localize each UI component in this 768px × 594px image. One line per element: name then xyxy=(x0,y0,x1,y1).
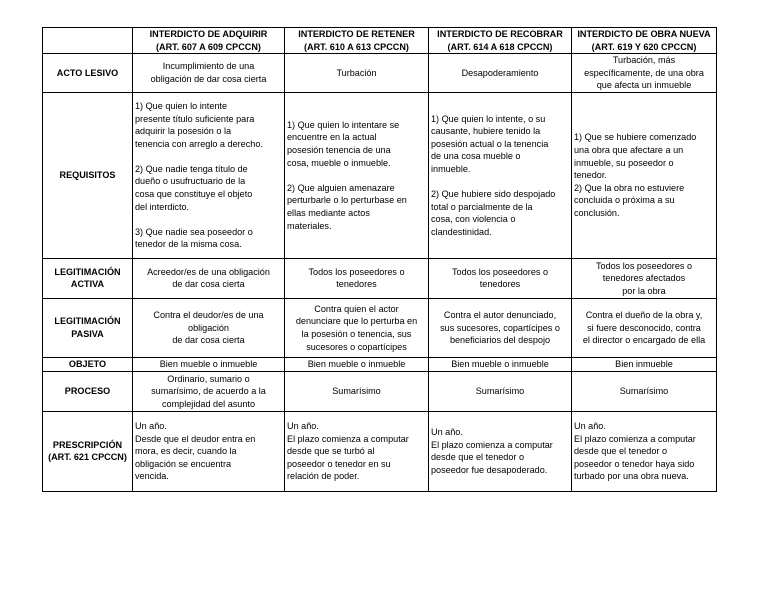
table-row xyxy=(43,92,717,258)
column-header-text: INTERDICTO DE RETENER xyxy=(298,29,415,39)
cell-text: tenedores afectados xyxy=(602,273,686,284)
interdictos-table xyxy=(42,27,717,492)
cell-text: 2) Que hubiere sido despojado xyxy=(431,189,556,200)
cell-text: Un año. xyxy=(287,420,319,431)
cell-text: Contra el autor denunciado, xyxy=(443,310,557,321)
cell-text: Bien mueble o inmueble xyxy=(307,359,406,370)
table-cell xyxy=(285,357,429,371)
table-cell xyxy=(285,92,429,258)
row-label-text: OBJETO xyxy=(68,359,107,370)
column-header-3 xyxy=(429,28,572,54)
table-cell xyxy=(429,298,572,357)
table-cell xyxy=(429,357,572,371)
cell-text: Desde que el deudor entra en xyxy=(135,433,256,444)
cell-text: Contra el deudor/es de una xyxy=(153,310,264,321)
cell-text: obligación de dar cosa cierta xyxy=(150,74,267,85)
cell-text: cosa, con violencia o xyxy=(431,214,516,225)
cell-text: Turbación xyxy=(336,67,377,78)
cell-text: de dar cosa cierta xyxy=(172,279,245,290)
cell-spacer xyxy=(287,169,426,182)
table-row xyxy=(43,411,717,491)
cell-text: perturbarle o lo perturbase en xyxy=(287,195,407,206)
cell-text: Bien inmueble xyxy=(615,359,673,370)
cell-text: Un año. xyxy=(574,420,606,431)
row-label-text: (ART. 621 CPCCN) xyxy=(48,452,127,463)
cell-text: Contra quien el actor xyxy=(314,303,399,314)
cell-text: poseedor fue desapoderado. xyxy=(431,465,548,476)
cell-text: El plazo comienza a computar xyxy=(574,433,696,444)
column-header-1 xyxy=(133,28,285,54)
cell-text: de una cosa mueble o xyxy=(431,151,521,162)
cell-text: Un año. xyxy=(431,427,463,438)
row-label xyxy=(43,258,133,298)
table-cell xyxy=(572,258,717,298)
table-row xyxy=(43,371,717,411)
table-cell xyxy=(429,371,572,411)
row-label-text: PRESCRIPCIÓN xyxy=(52,439,123,450)
column-header-text: (ART. 619 Y 620 CPCCN) xyxy=(591,41,697,52)
cell-text: clandestinidad. xyxy=(431,226,492,237)
cell-text: Bien mueble o inmueble xyxy=(159,359,258,370)
cell-text: tenencia con arreglo a derecho. xyxy=(135,138,263,149)
column-header-text: (ART. 614 A 618 CPCCN) xyxy=(447,41,553,52)
cell-text: Todos los poseedores o xyxy=(595,260,693,271)
cell-text: Incumplimiento de una xyxy=(162,61,255,72)
table-cell xyxy=(572,357,717,371)
cell-text: 2) Que alguien amenazare xyxy=(287,182,395,193)
table-cell xyxy=(285,258,429,298)
cell-text: obligación xyxy=(188,322,229,333)
column-header-text: (ART. 607 A 609 CPCCN) xyxy=(156,41,261,52)
table-cell xyxy=(133,411,285,491)
cell-text: 1) Que se hubiere comenzado xyxy=(574,132,697,143)
cell-text: vencida. xyxy=(135,471,169,482)
cell-text: ellas mediante actos xyxy=(287,207,370,218)
table-cell xyxy=(429,258,572,298)
header-row xyxy=(43,28,717,54)
cell-spacer xyxy=(431,175,569,188)
cell-text: denunciare que lo perturba en xyxy=(295,316,418,327)
cell-text: si fuere desconocido, contra xyxy=(587,322,701,333)
cell-text: 3) Que nadie sea poseedor o xyxy=(135,226,253,237)
cell-text: poseedor o tenedor haya sido xyxy=(574,458,695,469)
cell-text: relación de poder. xyxy=(287,471,360,482)
table-cell xyxy=(285,411,429,491)
table-cell xyxy=(133,298,285,357)
row-label-text: PASIVA xyxy=(71,328,104,339)
cell-text: poseedor o tenedor en su xyxy=(287,458,391,469)
cell-text: total o parcialmente de la xyxy=(431,201,533,212)
column-header-text: (ART. 610 A 613 CPCCN) xyxy=(304,41,409,52)
cell-text: sucesores o copartícipes xyxy=(306,341,407,352)
cell-text: tenedor. xyxy=(574,170,607,181)
cell-text: 2) Que la obra no estuviere xyxy=(574,182,685,193)
table-row xyxy=(43,258,717,298)
cell-spacer xyxy=(135,150,282,163)
cell-text: Acreedor/es de una obligación xyxy=(147,266,270,277)
table-cell xyxy=(133,92,285,258)
cell-text: el director o encargado de ella xyxy=(582,335,706,346)
table-cell xyxy=(572,54,717,93)
cell-text: 1) Que quien lo intente, o su xyxy=(431,113,546,124)
cell-text: complejidad del asunto xyxy=(161,398,256,409)
table-cell xyxy=(285,54,429,93)
cell-text: Turbación, más xyxy=(612,55,676,66)
row-label-text: REQUISITOS xyxy=(59,170,116,181)
cell-text: una obra que afectare a un xyxy=(574,144,684,155)
row-label xyxy=(43,92,133,258)
cell-text: por la obra xyxy=(622,285,666,296)
column-header-text: INTERDICTO DE OBRA NUEVA xyxy=(577,29,711,39)
cell-text: turbado por una obra nueva. xyxy=(574,471,689,482)
cell-spacer xyxy=(135,213,282,226)
cell-text: que afecta un inmueble xyxy=(596,80,692,91)
row-label xyxy=(43,371,133,411)
cell-text: cosa que constituye el objeto xyxy=(135,189,253,200)
table-cell xyxy=(285,298,429,357)
table-cell xyxy=(133,258,285,298)
cell-text: del interdicto. xyxy=(135,201,190,212)
table-cell xyxy=(572,92,717,258)
cell-text: Sumarísimo xyxy=(332,386,381,397)
row-label xyxy=(43,411,133,491)
cell-text: desde que el tenedor o xyxy=(574,446,668,457)
cell-text: El plazo comienza a computar xyxy=(431,439,553,450)
table-cell xyxy=(133,357,285,371)
cell-text: 1) Que quien lo intentare se xyxy=(287,119,400,130)
cell-text: desde que el tenedor o xyxy=(431,452,525,463)
cell-text: 2) Que nadie tenga título de xyxy=(135,163,248,174)
cell-text: Todos los poseedores o xyxy=(451,266,549,277)
column-header-text: INTERDICTO DE RECOBRAR xyxy=(437,29,563,39)
corner-cell xyxy=(43,28,133,54)
cell-text: específicamente, de una obra xyxy=(584,67,704,78)
cell-text: causante, hubiere tenido la xyxy=(431,126,541,137)
table-cell xyxy=(572,298,717,357)
cell-text: sus sucesores, copartícipes o xyxy=(440,322,560,333)
cell-text: inmueble, su poseedor o xyxy=(574,157,674,168)
table-cell xyxy=(285,371,429,411)
cell-text: Contra el dueño de la obra y, xyxy=(585,310,703,321)
table-cell xyxy=(429,92,572,258)
row-label xyxy=(43,54,133,93)
row-label-text: ACTIVA xyxy=(70,279,105,290)
cell-text: Todos los poseedores o xyxy=(308,266,405,277)
table-cell xyxy=(429,54,572,93)
row-label xyxy=(43,298,133,357)
cell-text: encuentre en la actual xyxy=(287,132,377,143)
cell-text: tenedores xyxy=(479,279,521,290)
row-label xyxy=(43,357,133,371)
column-header-text: INTERDICTO DE ADQUIRIR xyxy=(149,29,268,39)
cell-text: de dar cosa cierta xyxy=(172,335,245,346)
cell-text: adquirir la posesión o la xyxy=(135,126,232,137)
cell-text: mora, es decir, cuando la xyxy=(135,446,237,457)
cell-text: concluida o próxima a su xyxy=(574,195,675,206)
cell-text: Un año. xyxy=(135,420,167,431)
cell-text: Ordinario, sumario o xyxy=(167,373,250,384)
cell-text: beneficiarios del despojo xyxy=(449,335,551,346)
table-row xyxy=(43,298,717,357)
table-row xyxy=(43,357,717,371)
row-label-text: LEGITIMACIÓN xyxy=(54,266,121,277)
row-label-text: ACTO LESIVO xyxy=(56,67,119,78)
cell-text: inmueble. xyxy=(431,163,471,174)
cell-text: tenedor de la misma cosa. xyxy=(135,239,242,250)
cell-text: Sumarísimo xyxy=(475,386,525,397)
cell-text: Sumarísimo xyxy=(619,386,669,397)
cell-text: 1) Que quien lo intente xyxy=(135,100,228,111)
cell-text: la posesión o tenencia, sus xyxy=(301,328,412,339)
cell-text: El plazo comienza a computar xyxy=(287,433,409,444)
cell-text: cosa, mueble o inmueble. xyxy=(287,157,391,168)
cell-text: materiales. xyxy=(287,220,332,231)
cell-text: posesión tenencia de una xyxy=(287,144,391,155)
cell-text: presente título suficiente para xyxy=(135,113,255,124)
row-label-text: PROCESO xyxy=(64,386,111,397)
table-body xyxy=(43,54,717,492)
cell-text: desde que se turbó al xyxy=(287,446,375,457)
table-cell xyxy=(572,411,717,491)
cell-text: obligación se encuentra xyxy=(135,458,232,469)
cell-text: conclusión. xyxy=(574,207,620,218)
cell-text: dueño o usufructuario de la xyxy=(135,176,246,187)
table-cell xyxy=(429,411,572,491)
cell-text: Desapoderamiento xyxy=(461,67,539,78)
table-cell xyxy=(572,371,717,411)
cell-text: Bien mueble o inmueble xyxy=(451,359,549,370)
cell-text: sumarísimo, de acuerdo a la xyxy=(151,386,266,397)
table-cell xyxy=(133,371,285,411)
table-row xyxy=(43,54,717,93)
cell-text: tenedores xyxy=(336,279,377,290)
column-header-2 xyxy=(285,28,429,54)
cell-text: posesión actual o la tenencia xyxy=(431,138,549,149)
row-label-text: LEGITIMACIÓN xyxy=(54,316,121,327)
table-cell xyxy=(133,54,285,93)
column-header-4 xyxy=(572,28,717,54)
